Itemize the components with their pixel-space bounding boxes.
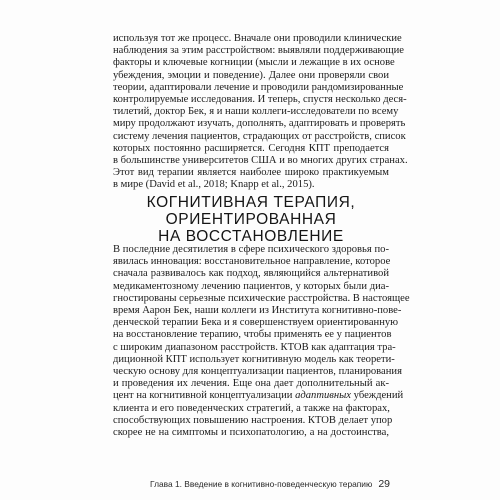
heading-line: ОРИЕНТИРОВАННАЯ [165,211,337,228]
heading-line: НА ВОССТАНОВЛЕНИЕ [158,228,344,245]
text-line: время Аарон Бек, наши коллеги из Института когнитивно-пове- [113,305,402,317]
text-line: гностированы серьезные психические расстройства. В настоящее [113,292,410,304]
page-number: 29 [378,478,390,490]
running-footer-chapter: Глава 1. Введение в когнитивно-поведенческую терапию [150,479,373,489]
text-fragment: убеждений [351,390,404,402]
text-line: сначала развивалось как подход, являющийся альтернативой [113,268,389,280]
text-line: убеждения, эмоции и поведение). Далее они проверяли свои [113,69,389,81]
text-line: на восстановление терапию, чтобы применять ее у пациентов [113,329,392,341]
text-line: явилась инновация: восстановительное направление, которое [113,256,391,268]
section-heading [113,194,389,245]
text-line: миру продолжают изучать, дополнять, адаптировать и проверять [113,118,406,130]
text-line: факторы и ключевые когниции (мысли и лежащие в их основе [113,57,395,69]
text-line: используя тот же процесс. Вначале они проводили клинические [113,33,402,44]
text-line: денческой терапии Бека и я совершенствуем ориентированную [113,317,399,329]
text-line: тилетий, доктор Бек, я и наши коллеги-исследователи по всему [113,106,399,118]
section-paragraph [113,244,410,439]
heading-line: КОГНИТИВНАЯ ТЕРАПИЯ, [146,194,356,211]
text-line: В последние десятилетия в сфере психического здоровья по- [113,244,389,255]
text-line: медикаментозному лечению пациентов, у которых были диа- [113,280,389,292]
text-line: теории, адаптировали лечение и проводили рандомизированные [113,81,404,93]
text-line: способствующих повышению настроения. КТОВ делает упор [113,414,393,426]
text-fragment: цент на когнитивной концептуализации [113,390,293,402]
text-line: скорее не на симптомы и психопатологию, а на достоинства, [113,427,389,439]
text-line: Этот вид терапии является наиболее широко практикуемым [113,167,389,179]
text-line: контролируемые исследования. И теперь, спустя несколько деся- [113,94,407,106]
text-line: в мире (David et al., 2018; Knapp et al., 2015). [113,179,315,191]
italic-word: адаптивных [295,390,352,402]
text-line: в большинстве университетов США и во многих других странах. [113,155,408,167]
text-line: ческую основу для концептуализации пациентов, планирования [113,366,402,378]
text-line: систему лечения пациентов, страдающих от расстройств, список [113,130,406,142]
text-line: которых постоянно расширяется. Сегодня КПТ преподается [113,142,389,154]
text-line: клиента и его поведенческих стратегий, а также на факторах, [113,402,390,414]
text-line: диционной КПТ использует когнитивную модель как теорети- [113,353,395,365]
text-line-with-italic [113,390,404,402]
top-paragraph [113,33,408,192]
text-line: с широким диапазоном расстройств. КТОВ как адаптация тра- [113,341,396,353]
text-line: и проведения их лечения. Еще она дает дополнительный ак- [113,378,389,390]
text-line: наблюдения за этим расстройством: выявляли поддерживающие [113,45,404,57]
